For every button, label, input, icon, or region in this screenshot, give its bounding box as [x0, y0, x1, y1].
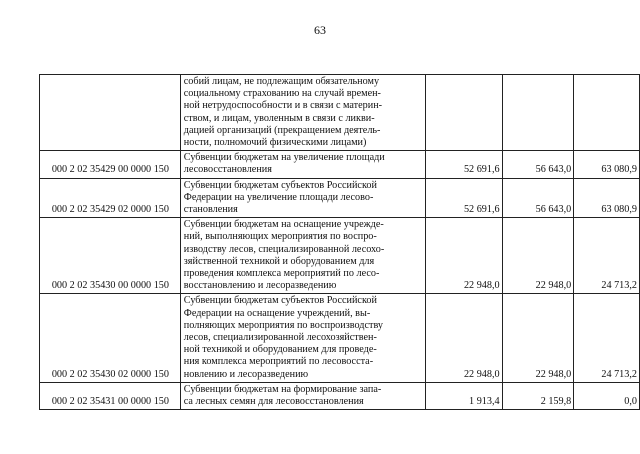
amount-year-3-cell: 0,0 — [574, 382, 640, 409]
amount-year-2-cell: 56 643,0 — [502, 151, 574, 178]
amount-year-1-cell — [426, 75, 503, 151]
item-name-line: ний, выполняющих мероприятия по воспро- — [183, 231, 377, 243]
amount-year-1-cell: 22 948,0 — [426, 218, 503, 294]
item-name-line: Федерации на оснащение учреждений, вы- — [183, 307, 371, 319]
budget-code-cell — [40, 75, 181, 151]
amount-year-3-cell: 24 713,2 — [574, 294, 640, 382]
amount-year-3-cell: 24 713,2 — [574, 218, 640, 294]
item-name-line: социальному страхованию на случай времен- — [183, 88, 381, 100]
table-row — [40, 218, 640, 294]
item-name-line: новлению и лесоразведению — [183, 368, 309, 380]
amount-year-2-cell: 22 948,0 — [502, 218, 574, 294]
amount-year-2-cell: 56 643,0 — [502, 178, 574, 218]
item-name-line: ния комплекса мероприятий по лесовосста- — [183, 356, 374, 368]
item-name-line: ности, полномочий физическими лицами) — [183, 137, 367, 149]
budget-code-cell: 000 2 02 35429 00 0000 150 — [40, 151, 181, 178]
page-number: 63 — [314, 23, 326, 37]
item-name-line: дацией организаций (прекращением деятель- — [183, 124, 381, 136]
amount-year-1-cell: 22 948,0 — [426, 294, 503, 382]
amount-year-2-cell: 2 159,8 — [502, 382, 574, 409]
table-row — [40, 178, 640, 218]
budget-code-cell: 000 2 02 35429 02 0000 150 — [40, 178, 181, 218]
item-name-line: лесов, специализированной лесохозяйствен- — [183, 332, 377, 344]
item-name-line: Субвенции бюджетам на оснащение учрежде- — [183, 219, 384, 231]
amount-year-2-cell: 22 948,0 — [502, 294, 574, 382]
table-row — [40, 382, 640, 409]
item-name-cell — [180, 178, 425, 218]
item-name-line: Федерации на увеличение площади лесово- — [183, 191, 374, 203]
item-name-cell — [180, 75, 425, 151]
item-name-line: лесовосстановления — [183, 164, 272, 176]
item-name-line: становления — [183, 204, 238, 216]
amount-year-1-cell: 52 691,6 — [426, 151, 503, 178]
item-name-cell — [180, 218, 425, 294]
item-name-line: ством, и лицам, уволенным в связи с ликви- — [183, 112, 375, 124]
item-name-line: Субвенции бюджетам субъектов Российской — [183, 295, 377, 307]
item-name-line: Субвенции бюджетам на формирование запа- — [183, 383, 382, 395]
item-name-line: зяйственной техникой и оборудованием для — [183, 255, 375, 267]
item-name-line: Субвенции бюджетам субъектов Российской — [183, 179, 377, 191]
amount-year-1-cell: 52 691,6 — [426, 178, 503, 218]
item-name-line: полняющих мероприятия по воспроизводству — [183, 319, 384, 331]
table-row — [40, 151, 640, 178]
table-row — [40, 294, 640, 382]
item-name-cell — [180, 151, 425, 178]
item-name-line: ной нетрудоспособности и в связи с материн- — [183, 100, 383, 112]
budget-code-cell: 000 2 02 35430 02 0000 150 — [40, 294, 181, 382]
item-name-line: Субвенции бюджетам на увеличение площади — [183, 152, 385, 164]
amount-year-1-cell: 1 913,4 — [426, 382, 503, 409]
item-name-line: изводству лесов, специализированной лесохо- — [183, 243, 385, 255]
item-name-cell — [180, 382, 425, 409]
table-body — [40, 75, 640, 410]
item-name-line: восстановлению и лесоразведению — [183, 280, 337, 292]
budget-code-cell: 000 2 02 35430 00 0000 150 — [40, 218, 181, 294]
amount-year-3-cell: 63 080,9 — [574, 151, 640, 178]
item-name-line: ной техникой и оборудованием для проведе- — [183, 344, 377, 356]
item-name-line: са лесных семян для лесовосстановления — [183, 396, 364, 408]
amount-year-3-cell: 63 080,9 — [574, 178, 640, 218]
item-name-cell — [180, 294, 425, 382]
table-row — [40, 75, 640, 151]
amount-year-2-cell — [502, 75, 574, 151]
budget-code-cell: 000 2 02 35431 00 0000 150 — [40, 382, 181, 409]
budget-table — [39, 74, 640, 410]
amount-year-3-cell — [574, 75, 640, 151]
item-name-line: собий лицам, не подлежащим обязательному — [183, 76, 380, 87]
item-name-line: проведения комплекса мероприятий по лесо- — [183, 268, 380, 280]
